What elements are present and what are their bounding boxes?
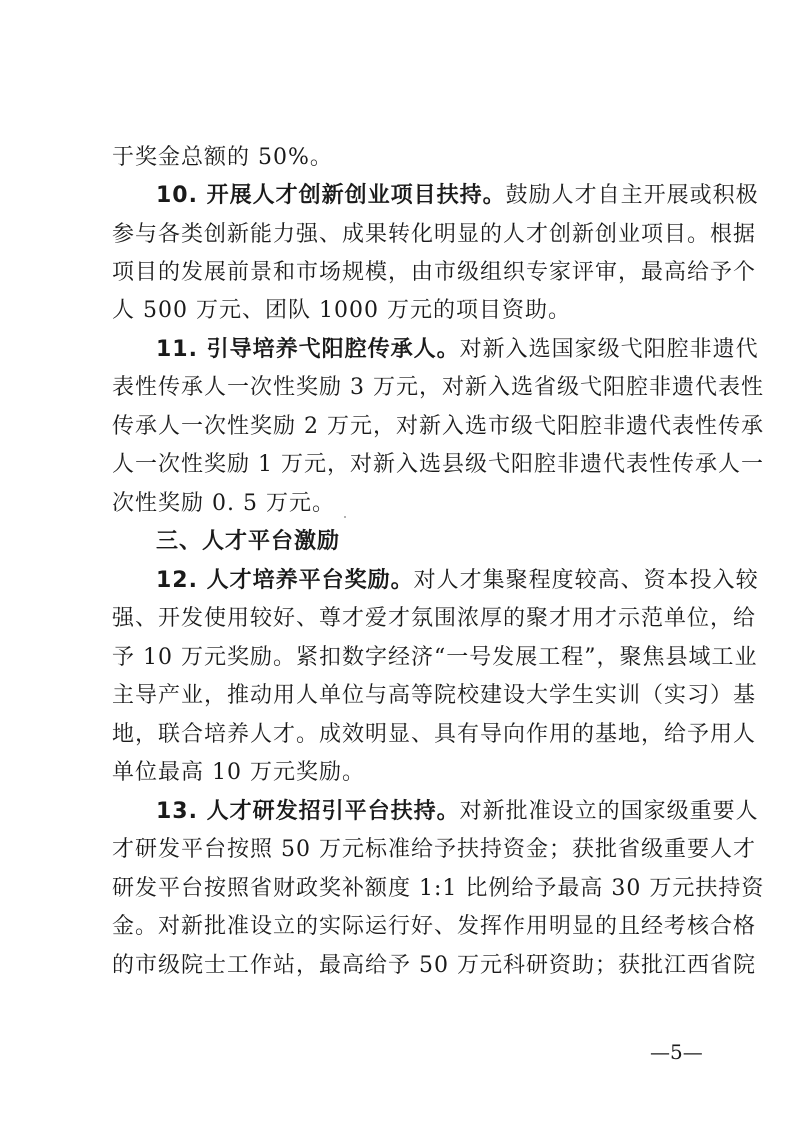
line-text: 对新入选国家级弋阳腔非遗代: [459, 337, 759, 362]
text-line-14: [112, 644, 758, 672]
item-10-heading: 10. 开展人才创新创业项目扶持。: [156, 183, 506, 208]
text-line-21: [112, 913, 757, 941]
item-13-heading: 13. 人才研发招引平台扶持。: [156, 799, 460, 824]
text-line-9: [112, 451, 764, 479]
line-text: 于奖金总额的 50%。: [112, 145, 333, 170]
line-text: 金。对新批准设立的实际运行好、发挥作用明显的且经考核合格: [112, 914, 757, 939]
line-text: 才研发平台按照 50 万元标准给予扶持资金；获批省级重要人才: [112, 837, 756, 862]
text-line-5: [112, 297, 712, 325]
text-line-19: [112, 836, 756, 864]
line-text: 传承人一次性奖励 2 万元，对新入选市级弋阳腔非遗代表性传承: [112, 414, 764, 439]
text-line-11: [156, 528, 712, 556]
text-line-7: [112, 374, 764, 402]
text-line-1: [112, 144, 712, 172]
text-line-6: [156, 336, 759, 364]
text-line-4: [112, 259, 757, 287]
line-text: 人 500 万元、团队 1000 万元的项目资助。: [112, 298, 571, 323]
section-heading-3: 三、人才平台激励: [156, 529, 341, 554]
line-text: 地，联合培养人才。成效明显、具有导向作用的基地，给予用人: [112, 722, 757, 747]
line-text: 予 10 万元奖励。紧扣数字经济“一号发展工程”，聚焦县域工业: [112, 645, 758, 670]
text-line-3: [112, 221, 757, 249]
text-line-13: [112, 605, 757, 633]
line-text: 强、开发使用较好、尊才爱才氛围浓厚的聚才用才示范单位，给: [112, 606, 757, 631]
line-text: 人一次性奖励 1 万元，对新入选县级弋阳腔非遗代表性传承人一: [112, 452, 764, 477]
item-11-heading: 11. 引导培养弋阳腔传承人。: [156, 337, 460, 362]
text-line-16: [112, 721, 757, 749]
text-line-2: [156, 182, 759, 210]
page-number: —5—: [650, 1040, 703, 1064]
line-text: 的市级院士工作站，最高给予 50 万元科研资助；获批江西省院: [112, 953, 756, 978]
text-line-18: [156, 798, 759, 826]
line-text: 单位最高 10 万元奖励。: [112, 760, 365, 785]
item-12-heading: 12. 人才培养平台奖励。: [156, 568, 414, 593]
line-text: 研发平台按照省财政奖补额度 1:1 比例给予最高 30 万元扶持资: [112, 876, 765, 901]
line-text: 次性奖励 0. 5 万元。: [112, 491, 335, 516]
text-line-20: [112, 875, 765, 903]
text-line-12: [156, 567, 759, 595]
text-line-8: [112, 413, 764, 441]
line-text: 主导产业，推动用人单位与高等院校建设大学生实训（实习）基: [112, 683, 757, 708]
line-text: 对新批准设立的国家级重要人: [459, 799, 759, 824]
text-line-15: [112, 682, 757, 710]
scan-speck: [344, 516, 346, 518]
line-text: 参与各类创新能力强、成果转化明显的人才创新创业项目。根据: [112, 222, 757, 247]
text-line-17: [112, 759, 712, 787]
text-line-10: [112, 490, 712, 518]
text-line-22: [112, 952, 756, 980]
line-text: 表性传承人一次性奖励 3 万元，对新入选省级弋阳腔非遗代表性: [112, 375, 764, 400]
line-text: 鼓励人才自主开展或积极: [505, 183, 759, 208]
line-text: 项目的发展前景和市场规模，由市级组织专家评审，最高给予个: [112, 260, 757, 285]
line-text: 对人才集聚程度较高、资本投入较: [413, 568, 759, 593]
